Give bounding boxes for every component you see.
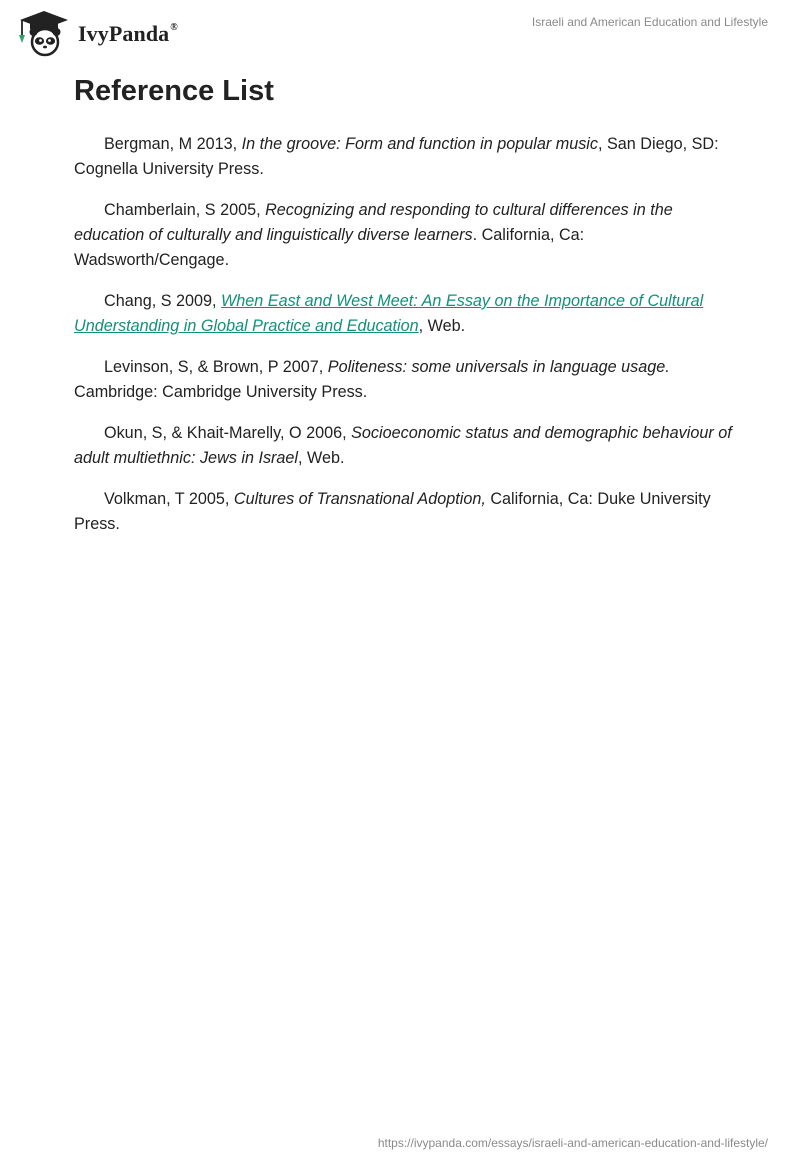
reference-author: Volkman, T 2005, xyxy=(104,490,234,508)
footer-url[interactable]: https://ivypanda.com/essays/israeli-and-american-education-and-lifestyle/ xyxy=(377,1136,768,1150)
page-title: Reference List xyxy=(74,75,274,107)
reference-author: Chang, S 2009, xyxy=(104,292,221,310)
reference-title: In the groove: Form and function in popular music xyxy=(241,135,598,153)
reference-item xyxy=(74,132,734,182)
reference-list xyxy=(74,132,734,553)
reference-author: Levinson, S, & Brown, P 2007, xyxy=(104,358,328,376)
brand-name: IvyPanda® xyxy=(78,21,178,46)
reference-details: Cambridge: Cambridge University Press. xyxy=(74,383,368,401)
reference-item xyxy=(74,289,734,339)
reference-title: Cultures of Transnational Adoption, xyxy=(233,490,486,508)
reference-details: , Web. xyxy=(298,449,345,467)
reference-author: Okun, S, & Khait-Marelly, O 2006, xyxy=(104,424,352,442)
reference-details: . California, Ca: Wadsworth/Cengage. xyxy=(74,226,585,269)
reference-details: , San Diego, SD: Cognella University Press. xyxy=(74,135,719,178)
reference-title: Socioeconomic status and demographic behaviour of adult multiethnic: Jews in Israel xyxy=(74,424,732,467)
document-title: Israeli and American Education and Lifestyle xyxy=(531,15,768,29)
reference-details: California, Ca: Duke University Press. xyxy=(74,490,711,533)
panda-graduation-cap-icon xyxy=(16,9,72,57)
reference-item xyxy=(74,198,734,273)
reference-item xyxy=(74,487,734,537)
logo[interactable] xyxy=(16,9,178,57)
reference-details: , Web. xyxy=(418,317,466,335)
reference-item xyxy=(74,421,734,471)
reference-title: Recognizing and responding to cultural differences in the education of culturally and linguistically diverse learners xyxy=(74,201,673,244)
reference-title-link[interactable]: When East and West Meet: An Essay on the Importance of Cultural Understanding in Global Practice and Education xyxy=(74,292,704,335)
reference-author: Bergman, M 2013, xyxy=(104,135,242,153)
reference-item xyxy=(74,355,734,405)
reference-author: Chamberlain, S 2005, xyxy=(104,201,266,219)
reference-title: Politeness: some universals in language usage. xyxy=(327,358,670,376)
